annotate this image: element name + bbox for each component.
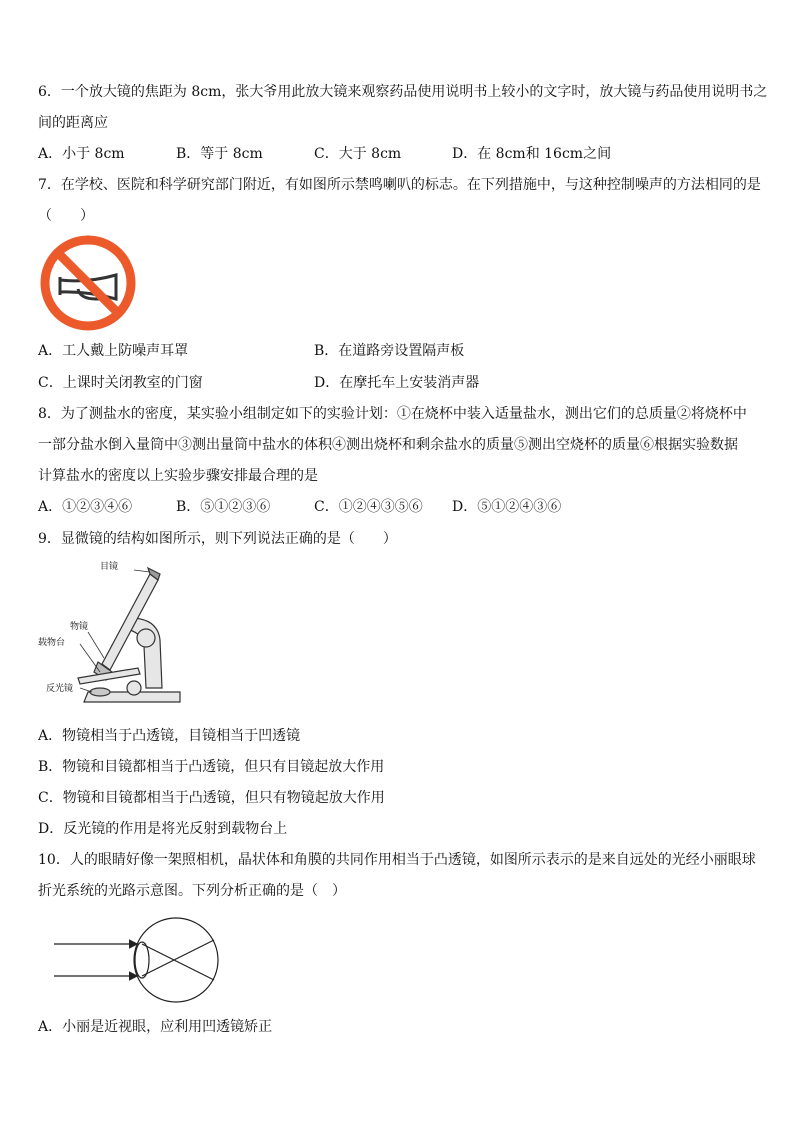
microscope-figure xyxy=(38,560,188,712)
q9-option-c: C．物镜和目镜都相当于凸透镜，但只有物镜起放大作用 xyxy=(38,790,385,806)
ray-top-refracted xyxy=(142,944,214,980)
eyeball xyxy=(134,918,218,1002)
label-stage: 载物台 xyxy=(38,638,66,648)
label-eyepiece: 目镜 xyxy=(100,562,119,572)
q7-option-a: A．工人戴上防噪声耳罩 xyxy=(38,343,189,359)
q9-option-b: B．物镜和目镜都相当于凸透镜，但只有目镜起放大作用 xyxy=(38,759,385,775)
q6-option-b: B．等于 8cm xyxy=(176,146,263,162)
q10-stem-line1: 10．人的眼睛好像一架照相机，晶状体和角膜的共同作用相当于凸透镜，如图所示表示的是来自远处的光经小丽眼球 xyxy=(38,852,756,868)
q10-option-a: A．小丽是近视眼，应利用凹透镜矫正 xyxy=(38,1019,273,1035)
q8-option-d: D．⑤①②④③⑥ xyxy=(452,499,562,515)
label-objective: 物镜 xyxy=(70,622,89,632)
q6-option-c: C．大于 8cm xyxy=(314,146,402,162)
q9-option-d: D．反光镜的作用是将光反射到载物台上 xyxy=(38,821,288,837)
q10-stem-line2: 折光系统的光路示意图。下列分析正确的是（ ） xyxy=(38,883,346,899)
q6-stem-line2: 间的距离应 xyxy=(38,115,108,131)
label-mirror: 反光镜 xyxy=(46,684,74,694)
q6-option-d: D．在 8cm和 16cm之间 xyxy=(452,146,612,162)
eye-diagram-figure xyxy=(50,912,230,1008)
q8-option-a: A．①②③④⑥ xyxy=(38,499,133,515)
q7-option-d: D．在摩托车上安装消声器 xyxy=(314,375,480,391)
q7-option-b: B．在道路旁设置隔声板 xyxy=(314,343,465,359)
q9-stem: 9．显微镜的结构如图所示，则下列说法正确的是（ ） xyxy=(38,531,397,547)
q8-stem-line1: 8．为了测盐水的密度，某实验小组制定如下的实验计划：①在烧杯中装入适量盐水，测出它们的总质量②将烧杯中 xyxy=(38,406,747,422)
q7-stem-line1: 7．在学校、医院和科学研究部门附近，有如图所示禁鸣喇叭的标志。在下列措施中，与这种控制噪声的方法相同的是 xyxy=(38,177,761,193)
q8-stem-line3: 计算盐水的密度以上实验步骤安排最合理的是 xyxy=(38,468,318,484)
q9-option-a: A．物镜相当于凸透镜，目镜相当于凹透镜 xyxy=(38,728,301,744)
lens xyxy=(135,942,149,978)
q6-option-a: A．小于 8cm xyxy=(38,146,125,162)
q6-stem-line1: 6．一个放大镜的焦距为 8cm，张大爷用此放大镜来观察药品使用说明书上较小的文字时，放大镜与药品使用说明书之 xyxy=(38,84,768,100)
q8-option-b: B．⑤①②③⑥ xyxy=(176,499,271,515)
no-horn-sign-figure xyxy=(38,233,138,333)
q8-option-c: C．①②④③⑤⑥ xyxy=(314,499,423,515)
q8-stem-line2: 一部分盐水倒入量筒中③测出量筒中盐水的体积④测出烧杯和剩余盐水的质量⑤测出空烧杯的质量⑥根据实验数据 xyxy=(38,437,738,453)
q7-option-c: C．上课时关闭教室的门窗 xyxy=(38,375,203,391)
ray-bottom-refracted xyxy=(142,940,214,976)
q7-stem-line2: （ ） xyxy=(38,208,94,224)
